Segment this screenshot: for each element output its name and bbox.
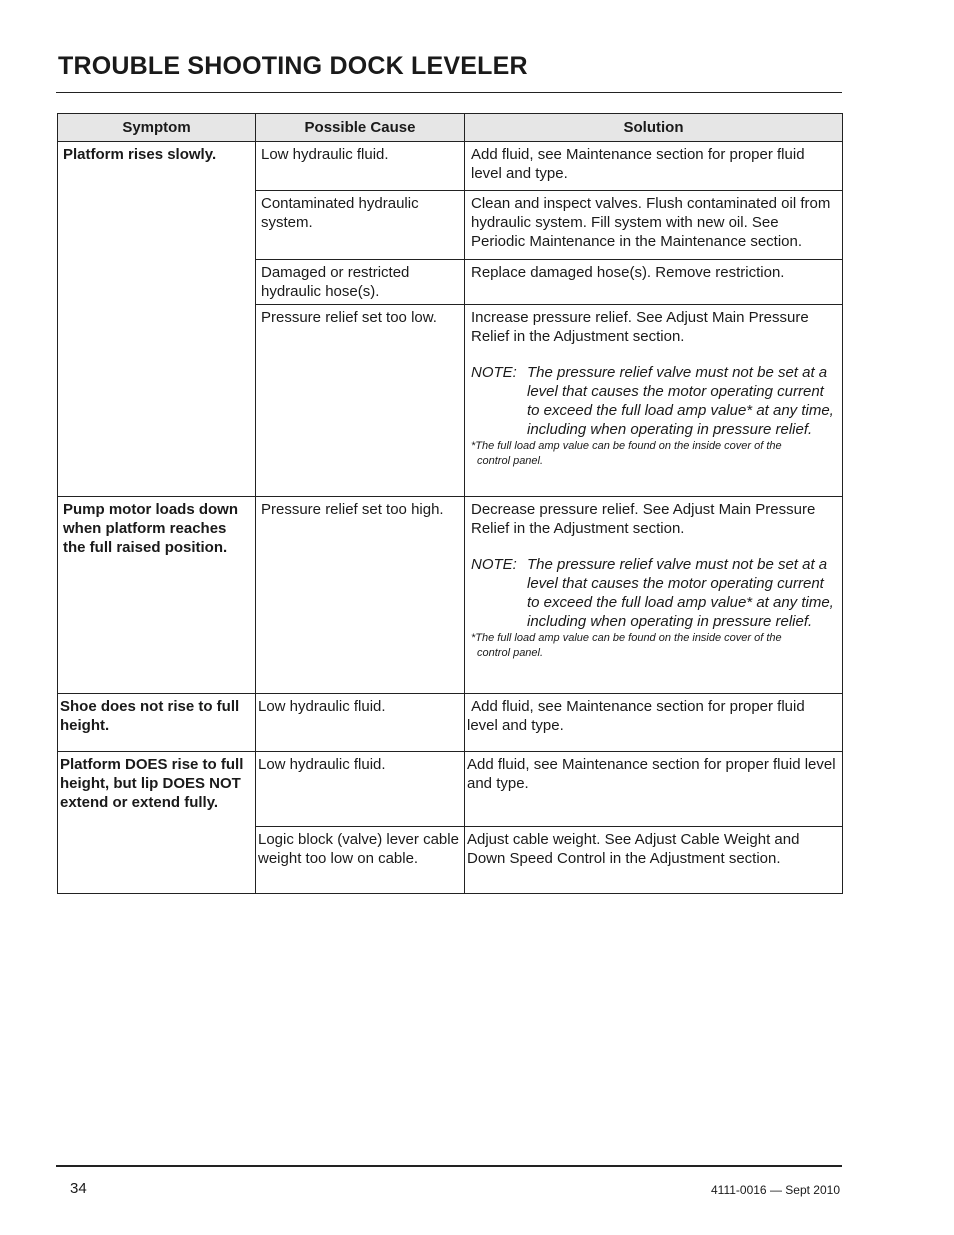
- footnote: [471, 439, 836, 469]
- page-title: TROUBLE SHOOTING DOCK LEVELER: [58, 52, 528, 80]
- cause-cell: Damaged or restricted hydraulic hose(s).: [256, 260, 465, 305]
- solution-cell: Add fluid, see Maintenance section for proper fluid level and type.: [465, 694, 843, 752]
- troubleshooting-table: [57, 113, 843, 894]
- footnote-line: control panel.: [477, 455, 544, 467]
- table-row: [58, 752, 843, 827]
- solution-cell: Clean and inspect valves. Flush contaminated oil from hydraulic system. Fill system with new oil. See Periodic Maintenance in the Maintenance section.: [465, 191, 843, 260]
- header-solution: Solution: [465, 114, 843, 142]
- cause-cell: Logic block (valve) lever cable weight too low on cable.: [256, 827, 465, 894]
- cause-cell: Contaminated hydraulic system.: [256, 191, 465, 260]
- footnote-line: control panel.: [477, 647, 544, 659]
- symptom-cell: Shoe does not rise to full height.: [58, 694, 256, 752]
- note-label: NOTE:: [471, 556, 517, 573]
- symptom-cell: Pump motor loads down when platform reaches the full raised position.: [58, 497, 256, 694]
- solution-cell: Replace damaged hose(s). Remove restriction.: [465, 260, 843, 305]
- table-header-row: [58, 114, 843, 142]
- cause-cell: Low hydraulic fluid.: [256, 752, 465, 827]
- footnote-line: *The full load amp value can be found on the inside cover of the: [471, 440, 782, 452]
- symptom-cell: Platform DOES rise to full height, but lip DOES NOT extend or extend fully.: [58, 752, 256, 894]
- note-block: [471, 555, 836, 631]
- footnote: [471, 631, 836, 661]
- solution-cell: [465, 497, 843, 694]
- solution-cell: [465, 305, 843, 497]
- header-symptom: Symptom: [58, 114, 256, 142]
- title-divider: [56, 92, 842, 93]
- cause-cell: Pressure relief set too low.: [256, 305, 465, 497]
- page-number: 34: [70, 1180, 87, 1197]
- table-row: [58, 142, 843, 191]
- footer-divider: [56, 1165, 842, 1167]
- footnote-line: *The full load amp value can be found on the inside cover of the: [471, 632, 782, 644]
- note-block: [471, 363, 836, 439]
- solution-text: Increase pressure relief. See Adjust Main Pressure Relief in the Adjustment section.: [471, 309, 809, 345]
- solution-cell: Adjust cable weight. See Adjust Cable Weight and Down Speed Control in the Adjustment section.: [465, 827, 843, 894]
- table-row: [58, 497, 843, 694]
- solution-text: Decrease pressure relief. See Adjust Main Pressure Relief in the Adjustment section.: [471, 501, 816, 537]
- cause-cell: Pressure relief set too high.: [256, 497, 465, 694]
- table-row: [58, 694, 843, 752]
- document-reference: 4111-0016 — Sept 2010: [711, 1183, 840, 1197]
- cause-cell: Low hydraulic fluid.: [256, 694, 465, 752]
- solution-cell: Add fluid, see Maintenance section for proper fluid level and type.: [465, 142, 843, 191]
- note-text: The pressure relief valve must not be set at a level that causes the motor operating current to exceed the full load amp value* at any time, including when operating in pressure relief.: [527, 364, 834, 438]
- solution-cell: Add fluid, see Maintenance section for proper fluid level and type.: [465, 752, 843, 827]
- symptom-cell: Platform rises slowly.: [58, 142, 256, 497]
- note-text: The pressure relief valve must not be set at a level that causes the motor operating current to exceed the full load amp value* at any time, including when operating in pressure relief.: [527, 556, 834, 630]
- header-possible-cause: Possible Cause: [256, 114, 465, 142]
- note-label: NOTE:: [471, 364, 517, 381]
- cause-cell: Low hydraulic fluid.: [256, 142, 465, 191]
